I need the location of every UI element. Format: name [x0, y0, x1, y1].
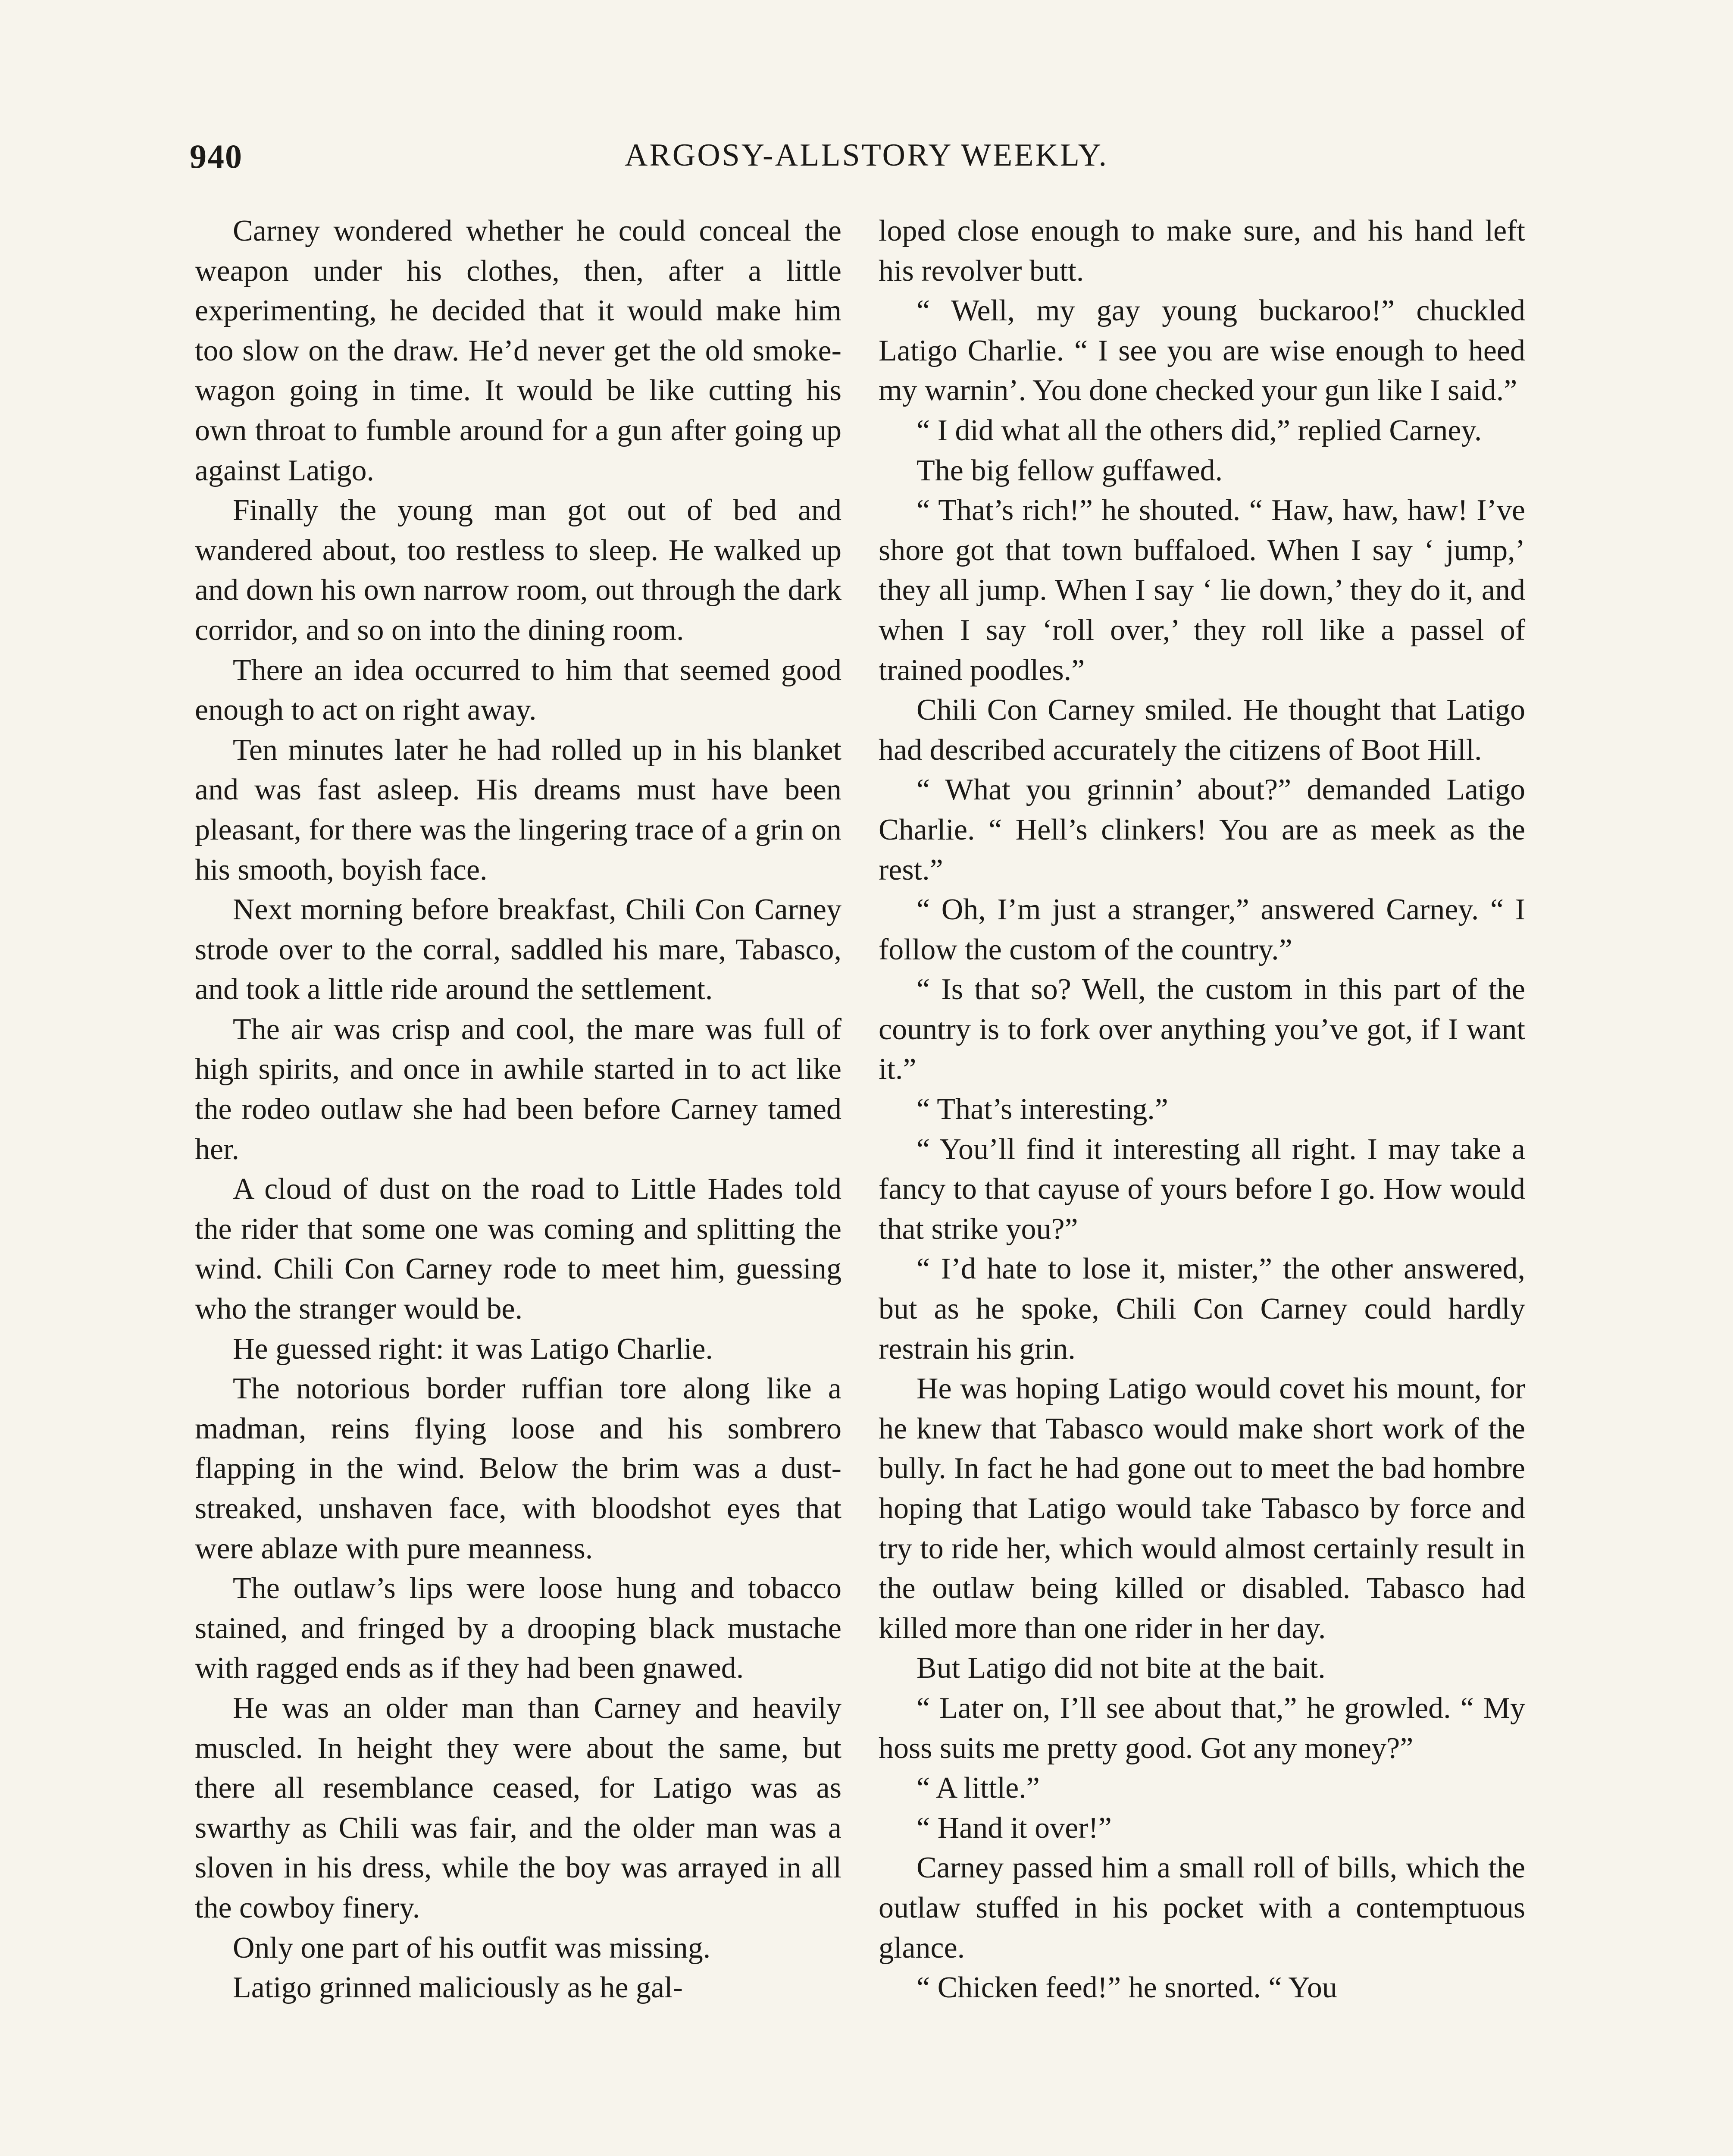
paragraph: He was hoping Latigo would covet his mount, for he knew that Tabasco would make short work of the bully. In fact he had gone out to meet the bad hombre hoping that Latigo would take Tabasco by force and try to ride her, which would almost certainly result in the outlaw being killed or disabled. Tabasco had killed more than one rider in her day.	[879, 1372, 1525, 1645]
paragraph: The big fellow guffawed.	[917, 454, 1223, 487]
paragraph: He was an older man than Carney and heavily muscled. In height they were about the same, but there all resemblance ceased, for Latigo was as swarthy as Chili was fair, and the older man was a sloven in his dress, while the boy was arrayed in all the cowboy finery.	[195, 1691, 841, 1924]
paragraph: “ I’d hate to lose it, mister,” the other answered, but as he spoke, Chili Con Carney could hardly restrain his grin.	[879, 1252, 1525, 1366]
paragraph: “ That’s interesting.”	[917, 1093, 1168, 1126]
paragraph: “ Hand it over!”	[917, 1811, 1112, 1845]
page-number: 940	[190, 138, 243, 175]
right-column	[879, 211, 1525, 2008]
paragraph: “ Oh, I’m just a stranger,” answered Carney. “ I follow the custom of the country.”	[879, 893, 1525, 966]
paragraph: Carney wondered whether he could conceal the weapon under his clothes, then, after a little experimenting, he decided that it would make him too slow on the draw. He’d never get the old smoke-wagon going in time. It would be like cutting his own throat to fumble around for a gun after going up against Latigo.	[195, 214, 841, 487]
paragraph: The notorious border ruffian tore along like a madman, reins flying loose and his sombrero flapping in the wind. Below the brim was a dust-streaked, unshaven face, with bloodshot eyes that were ablaze with pure meanness.	[195, 1372, 841, 1565]
paragraph: He guessed right: it was Latigo Charlie.	[233, 1332, 713, 1366]
paragraph: The air was crisp and cool, the mare was full of high spirits, and once in awhile started in to act like the rodeo outlaw she had been before Carney tamed her.	[195, 1012, 841, 1166]
paragraph: “ What you grinnin’ about?” demanded Latigo Charlie. “ Hell’s clinkers! You are as meek as the rest.”	[879, 773, 1525, 887]
paragraph: Chili Con Carney smiled. He thought that Latigo had described accurately the citizens of Boot Hill.	[879, 693, 1525, 767]
paragraph: Finally the young man got out of bed and wandered about, too restless to sleep. He walked up and down his own narrow room, out through the dark corridor, and so on into the dining room.	[195, 494, 841, 647]
page-header	[190, 137, 1543, 193]
paragraph: Latigo grinned maliciously as he gal-	[233, 1971, 683, 2005]
paragraph: “ I did what all the others did,” replied Carney.	[917, 414, 1482, 447]
paragraph: The outlaw’s lips were loose hung and tobacco stained, and fringed by a drooping black mustache with ragged ends as if they had been gnawed.	[195, 1572, 841, 1685]
paragraph-continuation: loped close enough to make sure, and his hand left his revolver butt.	[879, 214, 1525, 288]
paragraph: Ten minutes later he had rolled up in his blanket and was fast asleep. His dreams must have been pleasant, for there was the lingering trace of a grin on his smooth, boyish face.	[195, 733, 841, 887]
left-column	[195, 211, 841, 2008]
paragraph: Only one part of his outfit was missing.	[233, 1931, 711, 1965]
running-title: ARGOSY-ALLSTORY WEEKLY.	[624, 138, 1109, 173]
paragraph: Next morning before breakfast, Chili Con Carney strode over to the corral, saddled his mare, Tabasco, and took a little ride around the settlement.	[195, 893, 841, 1006]
paragraph: There an idea occurred to him that seemed good enough to act on right away.	[195, 653, 841, 727]
paragraph: “ Later on, I’ll see about that,” he growled. “ My hoss suits me pretty good. Got any money?”	[879, 1691, 1525, 1765]
paragraph: “ Chicken feed!” he snorted. “ You	[917, 1971, 1337, 2005]
paragraph: A cloud of dust on the road to Little Hades told the rider that some one was coming and splitting the wind. Chili Con Carney rode to meet him, guessing who the stranger would be.	[195, 1172, 841, 1326]
paragraph: But Latigo did not bite at the bait.	[917, 1651, 1326, 1685]
paragraph: “ That’s rich!” he shouted. “ Haw, haw, haw! I’ve shore got that town buffaloed. When I say ‘ jump,’ they all jump. When I say ‘ lie down,’ they do it, and when I say ‘roll over,’ they roll like a passel of trained poodles.”	[879, 494, 1525, 687]
paragraph: “ Is that so? Well, the custom in this part of the country is to fork over anything you’ve got, if I want it.”	[879, 973, 1525, 1086]
paragraph: Carney passed him a small roll of bills, which the outlaw stuffed in his pocket with a contemptuous glance.	[879, 1851, 1525, 1965]
paragraph: “ You’ll find it interesting all right. I may take a fancy to that cayuse of yours before I go. How would that strike you?”	[879, 1132, 1525, 1246]
paragraph: “ A little.”	[917, 1771, 1040, 1805]
paragraph: “ Well, my gay young buckaroo!” chuckled Latigo Charlie. “ I see you are wise enough to heed my warnin’. You done checked your gun like I said.”	[879, 294, 1525, 407]
